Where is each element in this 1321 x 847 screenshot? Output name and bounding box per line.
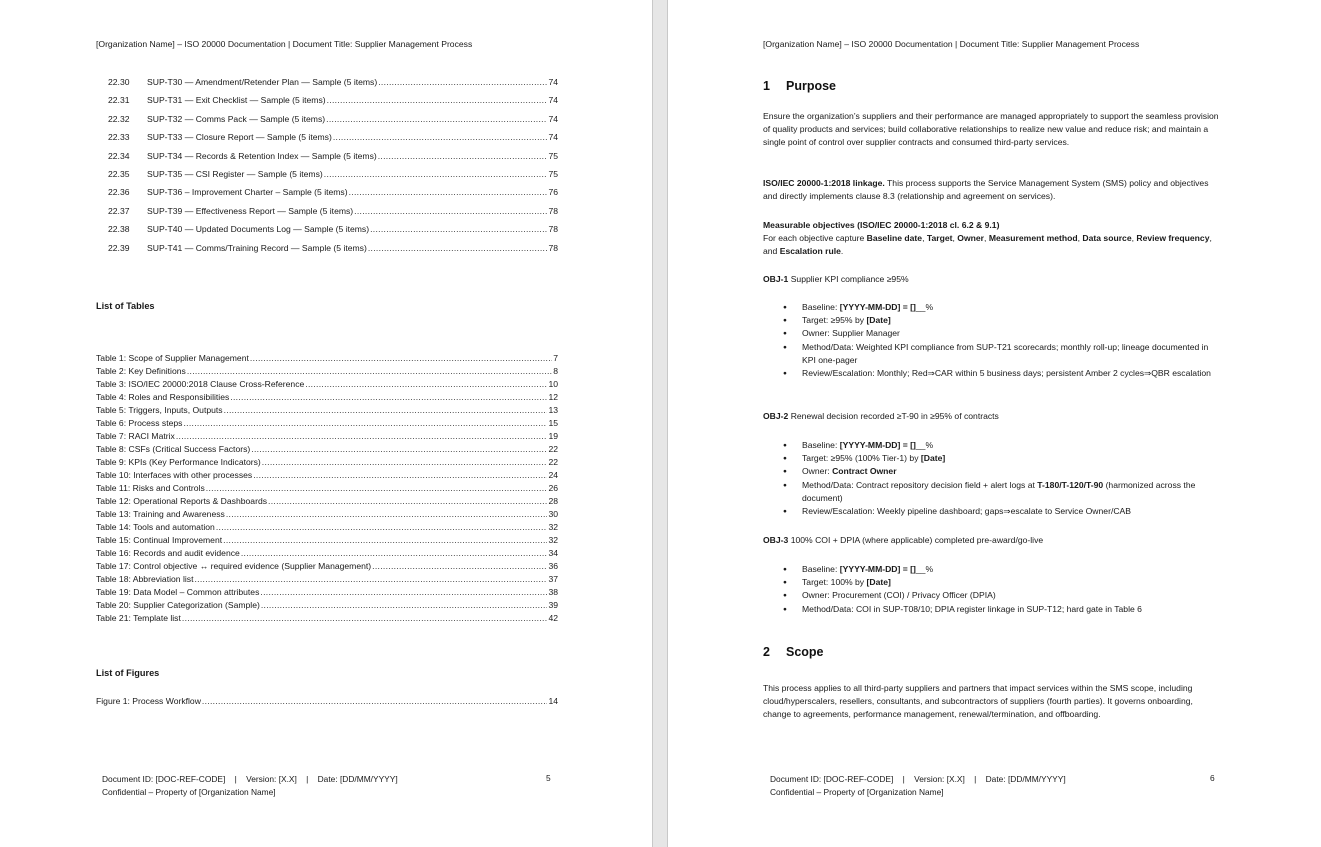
- table-list-entry[interactable]: Table 20: Supplier Categorization (Sample) ..... 39: [96, 600, 558, 613]
- table-list-entry[interactable]: Table 10: Interfaces with other processes ..... 24: [96, 470, 558, 483]
- document-page-left: [0, 0, 653, 847]
- toc-entry[interactable]: 22.33 SUP-T33 — Closure Report — Sample (5 items) ..... 74: [108, 132, 558, 150]
- table-list-entry[interactable]: Table 4: Roles and Responsibilities ..... 12: [96, 392, 558, 405]
- bullet-item: ● Review/Escalation: Monthly; Red⇒CAR within 5 business days; persistent Amber 2 cycles⇒QBR escalation: [763, 367, 1223, 380]
- objective-1-title: OBJ-1 Supplier KPI compliance ≥95%: [763, 274, 909, 284]
- toc-entry[interactable]: 22.32 SUP-T32 — Comms Pack — Sample (5 items) ..... 74: [108, 114, 558, 132]
- table-list-entry[interactable]: Table 1: Scope of Supplier Management ..... 7: [96, 353, 558, 366]
- bullet-item: ● Baseline: [YYYY-MM-DD] = []__%: [763, 301, 1223, 314]
- list-of-figures-heading: List of Figures: [96, 668, 160, 678]
- toc-entry[interactable]: 22.30 SUP-T30 — Amendment/Retender Plan — Sample (5 items) ..... 74: [108, 77, 558, 95]
- table-list-entry[interactable]: Table 8: CSFs (Critical Success Factors) ..... 22: [96, 444, 558, 457]
- footer-doc-info: Document ID: [DOC-REF-CODE] | Version: [X.X] | Date: [DD/MM/YYYY]: [102, 774, 398, 784]
- page-header: [Organization Name] – ISO 20000 Documentation | Document Title: Supplier Management Process: [96, 39, 473, 49]
- purpose-intro: Ensure the organization’s suppliers and their performance are managed appropriately to support the seamless provision of quality products and services; build collaborative relationships to realize new value and reduce risk; and maintain a single point of control over supplier contracts and consumed third-party services.: [763, 111, 1219, 148]
- table-list-entry[interactable]: Table 2: Key Definitions ..... 8: [96, 366, 558, 379]
- section-heading-scope: 2 Scope: [763, 645, 824, 659]
- objective-1-details: [763, 301, 1223, 380]
- table-list-entry[interactable]: Table 11: Risks and Controls ..... 26: [96, 483, 558, 496]
- table-list-entry[interactable]: Table 6: Process steps ..... 15: [96, 418, 558, 431]
- table-list-entry[interactable]: Table 21: Template list ..... 42: [96, 613, 558, 626]
- measurable-objectives: Measurable objectives (ISO/IEC 20000-1:2018 cl. 6.2 & 9.1) For each objective capture Baseline date, Target, Owner, Measurement method, Data source, Review frequency, and Escalation rule.: [763, 220, 1212, 257]
- objective-3-title: OBJ-3 100% COI + DPIA (where applicable) completed pre-award/go-live: [763, 535, 1044, 545]
- page-footer: [770, 773, 1066, 798]
- bullet-item: ● Target: ≥95% by [Date]: [763, 314, 1223, 327]
- page-header: [Organization Name] – ISO 20000 Documentation | Document Title: Supplier Management Process: [763, 39, 1140, 49]
- bullet-item: ● Owner: Contract Owner: [763, 465, 1223, 478]
- objective-2-details: [763, 439, 1223, 518]
- bullet-item: ● Baseline: [YYYY-MM-DD] = []__%: [763, 563, 1223, 576]
- toc-entry[interactable]: 22.31 SUP-T31 — Exit Checklist — Sample (5 items) ..... 74: [108, 95, 558, 113]
- footer-doc-info: Document ID: [DOC-REF-CODE] | Version: [X.X] | Date: [DD/MM/YYYY]: [770, 774, 1066, 784]
- list-of-tables-heading: List of Tables: [96, 301, 155, 311]
- table-list-entry[interactable]: Table 12: Operational Reports & Dashboards ..... 28: [96, 496, 558, 509]
- table-list-entry[interactable]: Table 16: Records and audit evidence ..... 34: [96, 548, 558, 561]
- list-of-tables: [96, 353, 558, 626]
- scope-paragraph: This process applies to all third-party suppliers and partners that impact services within the SMS scope, including cloud/hyperscalers, resellers, consultants, and subcontractors of suppliers (fourth parties). It governs onboarding, change to agreements, performance management, renewal/termination, and offboarding.: [763, 683, 1193, 720]
- table-list-entry[interactable]: Table 15: Continual Improvement ..... 32: [96, 535, 558, 548]
- footer-confidential: Confidential – Property of [Organization Name]: [102, 786, 276, 797]
- bullet-item: ● Method/Data: Contract repository decision field + alert logs at T-180/T-120/T-90 (harmonized across the document): [763, 479, 1223, 505]
- objective-3-details: [763, 563, 1223, 616]
- section-heading-purpose: 1 Purpose: [763, 79, 837, 93]
- toc-entry[interactable]: 22.37 SUP-T39 — Effectiveness Report — Sample (5 items) ..... 78: [108, 206, 558, 224]
- table-list-entry[interactable]: Table 7: RACI Matrix ..... 19: [96, 431, 558, 444]
- objective-2-title: OBJ-2 Renewal decision recorded ≥T-90 in ≥95% of contracts: [763, 411, 999, 421]
- footer-confidential: Confidential – Property of [Organization Name]: [770, 786, 944, 797]
- table-list-entry[interactable]: Table 3: ISO/IEC 20000:2018 Clause Cross-Reference ..... 10: [96, 379, 558, 392]
- table-list-entry[interactable]: Table 14: Tools and automation ..... 32: [96, 522, 558, 535]
- bullet-item: ● Method/Data: COI in SUP-T08/10; DPIA register linkage in SUP-T12; hard gate in Table 6: [763, 603, 1223, 616]
- iso-linkage-paragraph: ISO/IEC 20000-1:2018 linkage. This process supports the Service Management System (SMS) policy and objectives and directly implements clause 8.3 (relationship and agreement on services).: [763, 178, 1209, 202]
- toc-entry[interactable]: 22.35 SUP-T35 — CSI Register — Sample (5 items) ..... 75: [108, 169, 558, 187]
- page-number: 5: [546, 773, 551, 783]
- table-of-contents: [108, 77, 558, 261]
- bullet-item: ● Baseline: [YYYY-MM-DD] = []__%: [763, 439, 1223, 452]
- table-list-entry[interactable]: Table 17: Control objective ↔ required evidence (Supplier Management) ..... 36: [96, 561, 558, 574]
- toc-entry[interactable]: 22.39 SUP-T41 — Comms/Training Record — Sample (5 items) ..... 78: [108, 243, 558, 261]
- list-of-figures: [96, 696, 558, 709]
- toc-entry[interactable]: 22.36 SUP-T36 – Improvement Charter – Sample (5 items) ..... 76: [108, 187, 558, 205]
- figure-list-entry[interactable]: Figure 1: Process Workflow ..... 14: [96, 696, 558, 709]
- bullet-item: ● Owner: Procurement (COI) / Privacy Officer (DPIA): [763, 589, 1223, 602]
- table-list-entry[interactable]: Table 5: Triggers, Inputs, Outputs ..... 13: [96, 405, 558, 418]
- toc-entry[interactable]: 22.34 SUP-T34 — Records & Retention Index — Sample (5 items) ..... 75: [108, 151, 558, 169]
- bullet-item: ● Target: 100% by [Date]: [763, 576, 1223, 589]
- bullet-item: ● Review/Escalation: Weekly pipeline dashboard; gaps⇒escalate to Service Owner/CAB: [763, 505, 1223, 518]
- table-list-entry[interactable]: Table 18: Abbreviation list ..... 37: [96, 574, 558, 587]
- page-footer: [102, 773, 398, 798]
- bullet-item: ● Method/Data: Weighted KPI compliance from SUP-T21 scorecards; monthly roll-up; lineage documented in KPI one-pager: [763, 341, 1223, 367]
- bullet-item: ● Target: ≥95% (100% Tier-1) by [Date]: [763, 452, 1223, 465]
- bullet-item: ● Owner: Supplier Manager: [763, 327, 1223, 340]
- table-list-entry[interactable]: Table 9: KPIs (Key Performance Indicators) ..... 22: [96, 457, 558, 470]
- table-list-entry[interactable]: Table 19: Data Model – Common attributes ..... 38: [96, 587, 558, 600]
- toc-entry[interactable]: 22.38 SUP-T40 — Updated Documents Log — Sample (5 items) ..... 78: [108, 224, 558, 242]
- page-number: 6: [1210, 773, 1215, 783]
- table-list-entry[interactable]: Table 13: Training and Awareness ..... 30: [96, 509, 558, 522]
- document-page-right: [667, 0, 1321, 847]
